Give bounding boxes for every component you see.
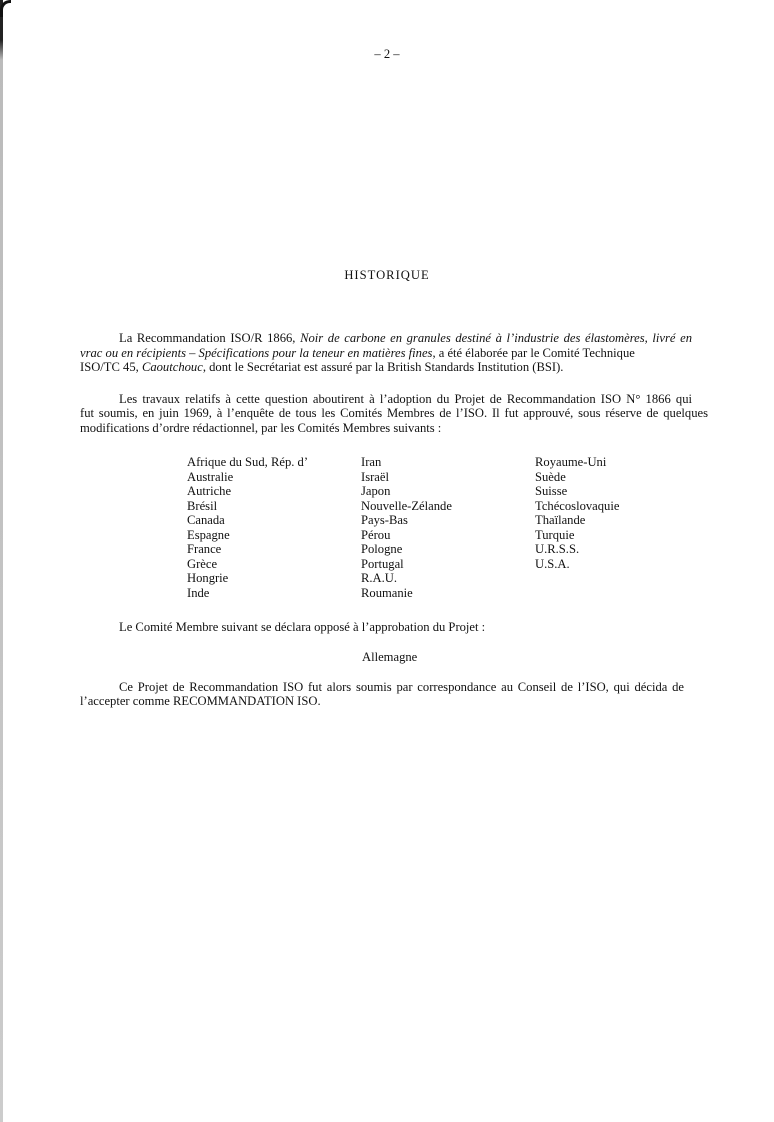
- text: , a été élaborée par le Comité Technique: [432, 346, 635, 360]
- page-number: – 2 –: [374, 47, 400, 61]
- member: Afrique du Sud, Rép. d’: [187, 455, 309, 469]
- scan-corner: [0, 0, 11, 17]
- member: Turquie: [535, 527, 575, 542]
- members-column-2: [361, 455, 452, 600]
- member: Roumanie: [361, 585, 413, 600]
- title-italic: vrac ou en récipients – Spécifications pour la teneur en matières fines: [80, 346, 433, 360]
- title-italic: Noir de carbone en granules destiné à l’industrie des élastomères, livré en: [300, 331, 692, 345]
- committee-italic: Caoutchouc: [141, 360, 203, 374]
- text: fut soumis, en juin 1969, à l’enquête de tous les Comités Membres de l’ISO. Il fut approuvé, sous réserve de quelques: [80, 406, 708, 420]
- member: Pays-Bas: [361, 513, 408, 527]
- member: Autriche: [187, 484, 232, 498]
- member: Inde: [187, 585, 210, 600]
- member: Tchécoslovaquie: [535, 498, 620, 513]
- text: , dont le Secrétariat est assuré par la British Standards Institution (BSI).: [202, 360, 564, 374]
- text: Ce Projet de Recommandation ISO fut alors soumis par correspondance au Conseil de l’ISO, qui décida de: [119, 680, 684, 694]
- member: Espagne: [187, 527, 230, 542]
- opposed-intro: Le Comité Membre suivant se déclara opposé à l’approbation du Projet :: [119, 620, 486, 634]
- member: Thaïlande: [535, 513, 586, 527]
- member: Suède: [535, 469, 566, 484]
- member: Brésil: [187, 498, 218, 513]
- member: Portugal: [361, 556, 404, 571]
- member: U.S.A.: [535, 556, 570, 571]
- member: France: [187, 542, 222, 556]
- member: Royaume-Uni: [535, 455, 607, 469]
- member: Hongrie: [187, 571, 229, 585]
- text: modifications d’ordre rédactionnel, par les Comités Membres suivants :: [80, 421, 442, 435]
- member: Australie: [187, 469, 234, 484]
- text: La Recommandation ISO/R 1866,: [119, 331, 301, 345]
- member: Japon: [361, 484, 391, 498]
- member: Pérou: [361, 527, 391, 542]
- member: Pologne: [361, 542, 403, 556]
- member: U.R.S.S.: [535, 542, 580, 556]
- member: Suisse: [535, 484, 568, 498]
- member: R.A.U.: [361, 571, 398, 585]
- member: Canada: [187, 513, 225, 527]
- text: Les travaux relatifs à cette question aboutirent à l’adoption du Projet de Recommandation ISO N° 1866 qui: [119, 392, 692, 406]
- text: l’accepter comme RECOMMANDATION ISO.: [80, 694, 321, 708]
- member: Israël: [361, 469, 389, 484]
- text: ISO/TC 45,: [80, 360, 142, 374]
- members-column-3: [535, 455, 619, 571]
- scan-edge: [0, 0, 3, 1122]
- member: Nouvelle-Zélande: [361, 498, 452, 513]
- members-column-1: [187, 455, 308, 600]
- member: Grèce: [187, 556, 218, 571]
- opposed-member: Allemagne: [362, 650, 418, 664]
- member: Iran: [361, 455, 382, 469]
- page-title: HISTORIQUE: [344, 268, 430, 282]
